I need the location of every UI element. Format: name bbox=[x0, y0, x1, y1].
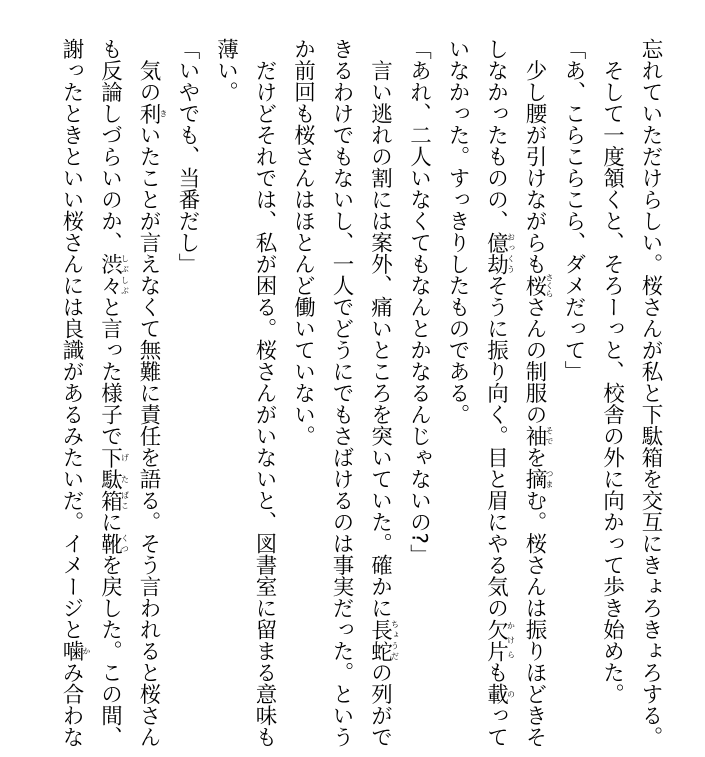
ruby-word bbox=[483, 683, 516, 705]
text-run: も bbox=[483, 661, 509, 683]
paragraph bbox=[554, 38, 593, 753]
ruby-base: 欠片 bbox=[483, 618, 509, 662]
ruby-reading: さくら bbox=[545, 273, 554, 298]
text-run: 忘れていただけらしい。桜さんが私と下駄箱を交互にきょろきょろする。 bbox=[638, 38, 663, 748]
text-run: 気の bbox=[136, 38, 161, 103]
paragraph bbox=[283, 38, 399, 753]
text-run: そして一度頷くと、そろーっと、校舎の外に向かって歩き始めた。 bbox=[599, 38, 625, 705]
paragraph bbox=[631, 38, 670, 753]
ruby-word bbox=[97, 532, 130, 555]
text-run: み合わな bbox=[59, 661, 84, 748]
text-run: と言った様子で bbox=[97, 296, 123, 447]
ruby-reading: かけら bbox=[506, 618, 516, 662]
ruby-word bbox=[367, 618, 400, 662]
text-run: 「いやでも、当番だし」 bbox=[175, 38, 200, 275]
ruby-word bbox=[522, 425, 554, 447]
ruby-word bbox=[483, 618, 516, 662]
ruby-base: 渋々 bbox=[97, 253, 123, 296]
text-run: 「あれ、二人いなくてもなんとかなるんじゃないの?」 bbox=[406, 38, 432, 566]
ruby-reading: しぶしぶ bbox=[120, 253, 130, 296]
ruby-reading: げた bbox=[120, 446, 130, 490]
paragraph bbox=[52, 38, 168, 753]
ruby-word bbox=[483, 231, 516, 275]
ruby-word bbox=[97, 489, 130, 512]
ruby-reading: そで bbox=[545, 425, 554, 447]
text-run: そうに振り向く。目と眉にやる気の bbox=[483, 274, 509, 619]
ruby-base: 箱 bbox=[97, 489, 123, 511]
ruby-base: 長蛇 bbox=[367, 618, 393, 662]
paragraph bbox=[168, 38, 207, 753]
ruby-reading: つま bbox=[545, 468, 554, 490]
ruby-word bbox=[522, 273, 554, 298]
text-run: さんの制服の bbox=[522, 296, 547, 425]
ruby-word bbox=[136, 102, 168, 125]
text-run: む。桜さんは振りほどきそしなかったものの、 bbox=[483, 38, 547, 748]
ruby-word bbox=[59, 640, 91, 662]
ruby-base: 桜 bbox=[522, 273, 547, 298]
text-run: の列ができるわけでもないし、一人でどうにでもさばけるのは事実だった。というか前回も桜さんはほとんど働いていない。 bbox=[290, 38, 393, 748]
ruby-word bbox=[97, 253, 130, 296]
ruby-base: 利 bbox=[136, 102, 161, 124]
ruby-reading: おっくう bbox=[506, 231, 516, 275]
ruby-base: 下駄 bbox=[97, 446, 123, 490]
text-run: だけどそれでは、私が困る。桜さんがいないと、図書室に留まる意味も薄い。 bbox=[213, 38, 277, 748]
ruby-reading: き bbox=[159, 102, 168, 124]
text-run: を bbox=[522, 446, 547, 468]
ruby-base: 億劫 bbox=[483, 231, 509, 275]
paragraph bbox=[206, 38, 283, 753]
ruby-reading: くつ bbox=[120, 532, 130, 554]
ruby-base: 摘 bbox=[522, 468, 547, 490]
ruby-base: 載 bbox=[483, 683, 509, 705]
ruby-reading: か bbox=[82, 640, 91, 662]
paragraph bbox=[438, 38, 554, 753]
ruby-reading: ちょうだ bbox=[390, 618, 400, 662]
text-run: っていなかった。すっきりしたものである。 bbox=[445, 38, 509, 748]
text-run: いたことが言えなくて無難に責任を語る。そう言われると桜さんも反論しづらいのか、 bbox=[97, 38, 161, 748]
ruby-base: 袖 bbox=[522, 425, 547, 447]
text-run: 言い逃れの割には案外、痛いところを突いていた。確かに bbox=[367, 38, 393, 619]
ruby-base: 噛 bbox=[59, 640, 84, 662]
paragraph bbox=[399, 38, 438, 753]
text-run: に bbox=[97, 511, 123, 533]
text-run: を戻した。この間、謝ったときといい桜さんには良識があるみたいだ。イメージと bbox=[59, 38, 123, 748]
ruby-reading: ばこ bbox=[120, 489, 130, 511]
ruby-base: 靴 bbox=[97, 532, 123, 554]
ruby-reading: の bbox=[506, 683, 516, 705]
text-run: 「あ、こらこらこら、ダメだって」 bbox=[561, 38, 586, 382]
text-run: 少し腰が引けながら bbox=[522, 38, 547, 253]
text-run: も bbox=[522, 253, 547, 275]
ruby-word bbox=[97, 446, 130, 490]
paragraph bbox=[592, 38, 631, 753]
ruby-word bbox=[522, 468, 554, 490]
vertical-text-body bbox=[29, 38, 669, 753]
